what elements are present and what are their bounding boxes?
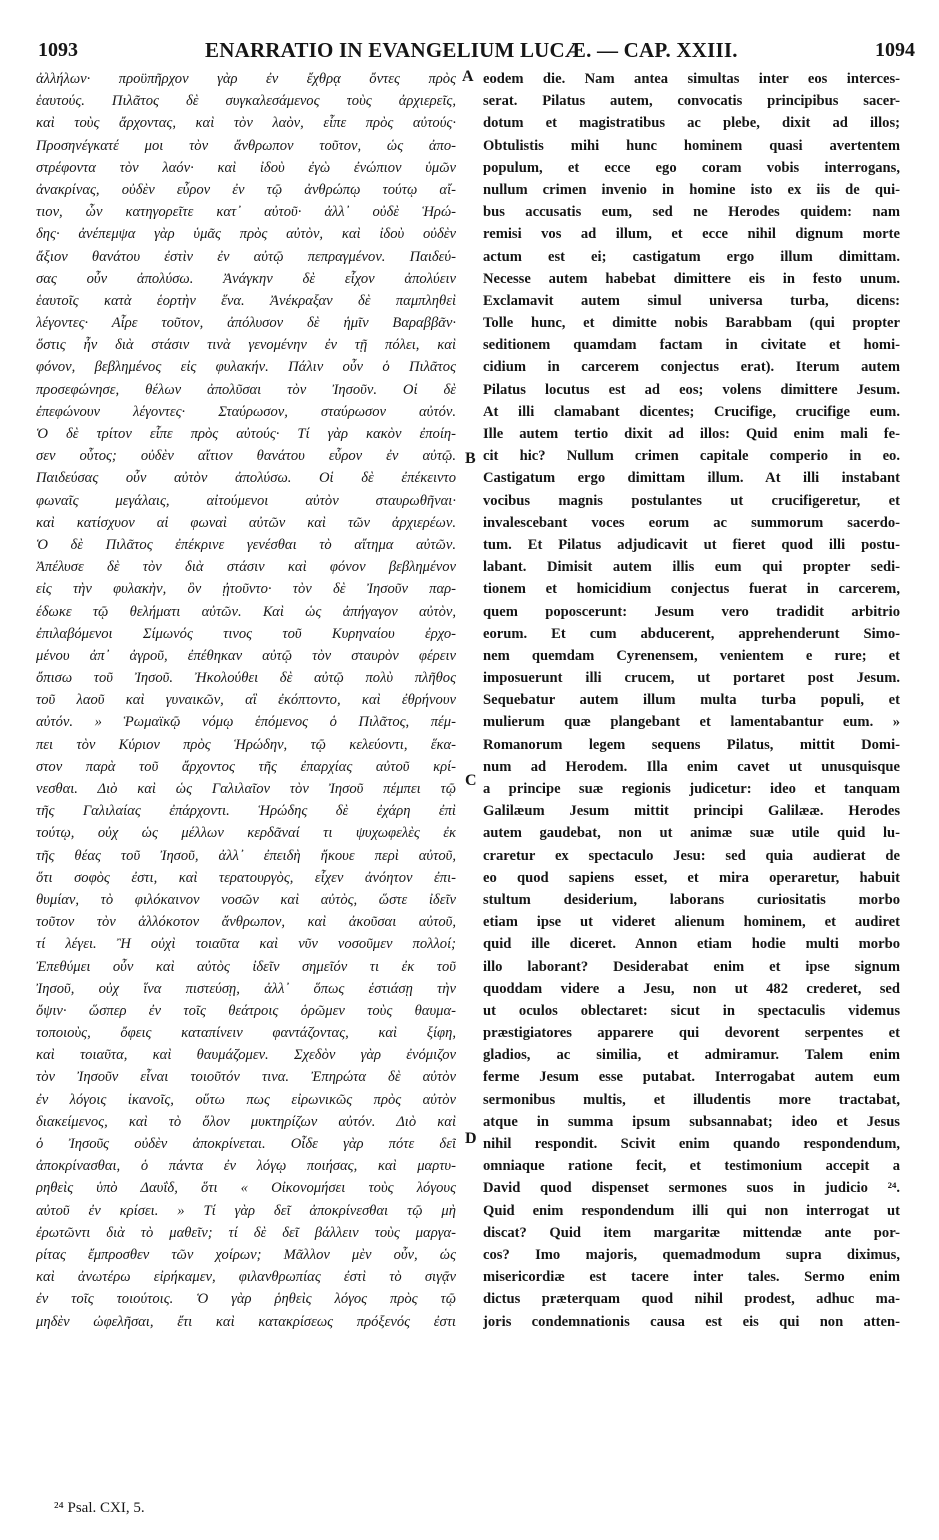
greek-text-line: μένου ἀπ᾽ ἀγροῦ, ἐπέθηκαν αὐτῷ τὸν σταυρὸν φέρειν [36, 647, 456, 664]
latin-text-line: ut oculos oblectaret: sicut in spectaculis videmus [483, 1002, 900, 1019]
latin-text-line: Pilatus locutus est ad eos; volens dimittere Jesum. [483, 381, 900, 398]
latin-text-line: Exclamavit autem simul universa turba, dicens: [483, 292, 900, 309]
section-marker-c: C [465, 772, 477, 789]
greek-text-line: έδωκε τῷ θελήματι αὐτῶν. Καὶ ὡς ἀπήγαγον αὐτὸν, [36, 603, 456, 620]
page-header [0, 34, 939, 66]
latin-text-line: autem gaudebat, non ut animæ suæ utile quid lu- [483, 825, 900, 842]
latin-text-line: cidium in carcerem conjectus erat). Iterum autem [483, 359, 900, 376]
greek-text-line: ἐπιλαβόμενοι Σίμωνός τινος τοῦ Κυρηναίου ἐρχο- [36, 625, 456, 642]
greek-text-line: καὶ τοὺς ἄρχοντας, καὶ τὸν λαὸν, εἶπε πρὸς αὐτούς· [36, 115, 456, 132]
latin-text-line: Galilæum Jesum mittit principi Galilææ. Herodes [483, 803, 900, 820]
latin-text-line: serat. Pilatus autem, convocatis principibus sacer- [483, 93, 900, 110]
latin-text-line: cos? Imo majoris, quemadmodum supra diximus, [483, 1246, 900, 1263]
latin-text-line: joris condemnationis causa est eis qui non atten- [483, 1313, 900, 1330]
greek-text-line: τούτῳ, οὐχ ὡς μέλλων κερδᾶναί τι ψυχωφελὲς ἐκ [36, 825, 456, 842]
latin-text-line: nem quemdam Cyrenensem, venientem e rure; et [483, 647, 900, 664]
latin-text-line: Necesse autem habebat dimittere eis in festo unum. [483, 270, 900, 287]
latin-text-line: etiam ipse ut videret alienum hominem, et audiret [483, 914, 900, 931]
latin-text-line: Castigatum ergo dimittam illum. At illi instabant [483, 470, 900, 487]
latin-text-line: dotum et magistratibus ac plebe, dixit ad illos; [483, 115, 900, 132]
latin-text-line: craretur ex spectaculo Jesu: sed quia audierat de [483, 847, 900, 864]
greek-text-line: ἐν τοῖς τοιούτοις. Ὁ γὰρ ῥηθεὶς λόγος πρὸς τῷ [36, 1291, 456, 1308]
latin-text-line: eorum. Et cum abducerent, apprehenderunt Simo- [483, 625, 900, 642]
latin-text-line: misericordiæ est tacere inter tales. Sermo enim [483, 1269, 900, 1286]
latin-text-line: Sequebatur autem illum multa turba populi, et [483, 692, 900, 709]
latin-text-line: tum. Et Pilatus adjudicavit ut fieret quod illi postu- [483, 536, 900, 553]
latin-text-line: nullum crimen invenio in homine isto ex iis de qui- [483, 181, 900, 198]
greek-text-line: προσεφώνησε, θέλων ἀπολῦσαι τὸν Ἰησοῦν. Οἱ δὲ [36, 381, 456, 398]
greek-text-line: στον παρὰ τοῦ ἄρχοντος τῆς ἐπαρχίας αὐτοῦ κρί- [36, 758, 456, 775]
latin-text-line: atque in summa ipsum subsannabat; ideo et Jesus [483, 1113, 900, 1130]
latin-text-line: Romanorum legem sequens Pilatus, mittit Domi- [483, 736, 900, 753]
latin-text-line: dictus præterquam quod nihil prodest, adhuc ma- [483, 1291, 900, 1308]
greek-text-line: Προσηνέγκατέ μοι τὸν ἄνθρωπον τοῦτον, ὡς ἀπο- [36, 137, 456, 154]
latin-text-line: tionem et homicidium conjectus fuerat in carcerem, [483, 581, 900, 598]
latin-text-line: quem poposcerunt: Jesum vero tradidit arbitrio [483, 603, 900, 620]
greek-text-line: φόνον, βεβλημένος εἰς φυλακήν. Πάλιν οὖν ὁ Πιλᾶτος [36, 359, 456, 376]
latin-text-line: invalescebant voces eorum ac summorum sacerdo- [483, 514, 900, 531]
section-marker-a: A [462, 68, 474, 85]
greek-text-line: εἰς τὴν φυλακὴν, ὃν ᾐτοῦντο· τὸν δὲ Ἰησοῦν παρ- [36, 581, 456, 598]
greek-text-line: λέγοντες· Αἶρε τοῦτον, ἀπόλυσον δὲ ἡμῖν Βαραββᾶν· [36, 315, 456, 332]
greek-text-line: καὶ κατίσχυον αἱ φωναὶ αὐτῶν καὶ τῶν ἀρχιερέων. [36, 514, 456, 531]
latin-text-line: cit hic? Nullum crimen capitale comperio in eo. [483, 448, 900, 465]
latin-text-line: Ille autem tertio dixit ad illos: Quid enim mali fe- [483, 426, 900, 442]
greek-text-line: ἐν λόγοις ἱκανοῖς, οὕτω πως εἰρωνικῶς πρὸς αὐτὸν [36, 1091, 456, 1108]
greek-text-line: τῆς Γαλιλαίας ἐπάρχοντι. Ἡρώδης δὲ ἐχάρη ἐπὶ [36, 803, 456, 820]
latin-text-line: præstigiatores apparere qui devorent serpentes et [483, 1025, 900, 1042]
greek-text-line: νεσθαι. Διὸ καὶ ὡς Γαλιλαῖον τὸν Ἰησοῦ πέμπει τῷ [36, 781, 456, 797]
latin-text-line: nihil respondit. Scivit enim quando respondendum, [483, 1136, 900, 1152]
greek-text-line: καὶ τοιαῦτα, καὶ θαυμάζομεν. Σχεδὸν γὰρ ἐνόμιζον [36, 1047, 456, 1064]
greek-text-line: τοῦτον τὸν ἀλλόκοτον ἄνθρωπον, καὶ ἀκοῦσαι αὐτοῦ, [36, 914, 456, 931]
latin-text-line: quoddam videre a Jesu, non ut 482 crederet, sed [483, 980, 900, 997]
greek-text-line: ἀνακρίνας, οὐδὲν εὗρον ἐν τῷ ἀνθρώπῳ τούτῳ αἴ- [36, 181, 456, 198]
greek-text-line: ἀλλήλων· προϋπῆρχον γὰρ ἐν ἔχθρᾳ ὄντες πρὸς [36, 71, 456, 87]
greek-text-column [36, 68, 456, 1333]
greek-text-line: ἀποκρίνασθαι, ὁ πάντα ἐν λόγῳ ποιήσας, καὶ μαρτυ- [36, 1158, 456, 1175]
greek-text-line: ἐπεφώνουν λέγοντες· Σταύρωσον, σταύρωσον αὐτόν. [36, 403, 456, 420]
greek-text-line: σεν οὗτος; οὐδὲν αἴτιον θανάτου εὗρον ἐν αὐτῷ. [36, 448, 456, 465]
latin-text-line: remisi vos ad illum, et ecce nihil dignum morte [483, 226, 900, 243]
greek-text-line: ὁ Ἰησοῦς οὐδὲν ἀποκρίνεται. Οἶδε γὰρ πότε δεῖ [36, 1136, 456, 1152]
greek-text-line: καὶ ἀνωτέρω εἰρήκαμεν, φιλανθρωπίας ἐστὶ τὸ σιγᾷν [36, 1269, 456, 1286]
greek-text-line: ρίτας ἔμπροσθεν τῶν χοίρων; Μᾶλλον μὲν οὖν, ὡς [36, 1246, 456, 1263]
footnote: ²⁴ Psal. CXI, 5. [54, 1500, 145, 1516]
greek-text-line: Ἀπέλυσε δὲ τὸν διὰ στάσιν καὶ φόνον βεβλημένον [36, 559, 456, 576]
greek-text-line: αὐτόν. » Ῥωμαϊκῷ νόμῳ ἑπόμενος ὁ Πιλᾶτος, πέμ- [36, 714, 456, 731]
greek-text-line: τί λέγει. Ἢ οὐχὶ τοιαῦτα καὶ νῦν νοσοῦμεν πολλοί; [36, 936, 456, 953]
latin-text-column [483, 68, 900, 1333]
greek-text-line: ὄψιν· ὥσπερ ἐν τοῖς θεάτροις ὁρῶμεν τοὺς θαυμα- [36, 1002, 456, 1019]
greek-text-line: στρέφοντα τὸν λαόν· καὶ ἰδοὺ ἐγὼ ἐνώπιον ὑμῶν [36, 159, 456, 176]
greek-text-line: θυμίαν, τὸ φιλόκαινον νοσῶν καὶ αὐτὸς, ὥστε ἰδεῖν [36, 891, 456, 908]
greek-text-line: ὄπισω τοῦ Ἰησοῦ. Ἠκολούθει δὲ αὐτῷ πολὺ πλῆθος [36, 670, 456, 687]
greek-text-line: Ἐπεθύμει οὖν καὶ αὐτὸς ἰδεῖν σημεῖόν τι ἐκ τοῦ [36, 958, 456, 975]
greek-text-line: ἐρωτῶντι διὰ τὸ μαθεῖν; τί δὲ δεῖ βάλλειν τοὺς μαργα- [36, 1224, 456, 1241]
latin-text-line: imposuerunt illi crucem, ut portaret post Jesum. [483, 670, 900, 687]
latin-text-line: Quid enim respondendum illi qui non interrogat ut [483, 1202, 900, 1219]
latin-text-line: seditionem quamdam factam in civitate et homi- [483, 337, 900, 354]
greek-text-line: φωναῖς μεγάλαις, αἰτούμενοι αὐτὸν σταυρωθῆναι· [36, 492, 456, 509]
latin-text-line: ferme Jesum esse putabat. Interrogabat autem eum [483, 1069, 900, 1086]
latin-text-line: sermonibus multis, et illudentis more tractabat, [483, 1091, 900, 1108]
greek-text-line: Ὁ δὲ τρίτον εἶπε πρὸς αὐτούς· Τί γὰρ κακὸν ἐποίη- [36, 426, 456, 442]
running-title: ENARRATIO IN EVANGELIUM LUCÆ. — CAP. XXIII. [205, 38, 738, 62]
greek-text-line: μηδὲν ὠφελῆσαι, ἔτι καὶ κατακρίσεως πρόξενός ἐστι [36, 1313, 456, 1330]
latin-text-line: At illi clamabant dicentes; Crucifige, crucifige eum. [483, 403, 900, 420]
page-number-right: 1094 [875, 39, 915, 61]
latin-text-line: David quod dispenset sermones suos in judicio ²⁴. [483, 1180, 900, 1197]
latin-text-line: labant. Dimisit autem illis eum qui propter sedi- [483, 559, 900, 576]
latin-text-line: eo quod sapiens esset, et mira operaretur, habuit [483, 869, 900, 886]
greek-text-line: τοῦ λαοῦ καὶ γυναικῶν, αἳ ἐκόπτοντο, καὶ ἐθρήνουν [36, 692, 456, 709]
greek-text-line: τιον, ὧν κατηγορεῖτε κατ᾽ αὐτοῦ· ἀλλ᾽ οὐδὲ Ἡρώ- [36, 204, 456, 221]
latin-text-line: mulierum quæ plangebant et lamentabantur eum. » [483, 714, 900, 731]
greek-text-line: σας οὖν ἀπολύσω. Ἀνάγκην δὲ εἶχον ἀπολύειν [36, 270, 456, 287]
greek-text-line: ἑαυτούς. Πιλᾶτος δὲ συγκαλεσάμενος τοὺς ἀρχιερεῖς, [36, 93, 456, 110]
greek-text-line: τὸν Ἰησοῦν εἶναι τοιοῦτόν τινα. Ἐπηρώτα δὲ αὐτὸν [36, 1069, 456, 1086]
greek-text-line: ὅστις ἦν διὰ στάσιν τινὰ γενομένην ἐν τῇ πόλει, καὶ [36, 337, 456, 354]
latin-text-line: Obtulistis mihi hunc hominem quasi avertentem [483, 137, 900, 154]
greek-text-line: Ἰησοῦ, οὐχ ἵνα πιστεύσῃ, ἀλλ᾽ ὅπως ἑστιάσῃ τὴν [36, 980, 456, 997]
latin-text-line: vocibus magnis postulantes ut crucifigeretur, et [483, 492, 900, 509]
page-number-left: 1093 [38, 39, 78, 61]
latin-text-line: illo laborant? Desiderabat enim et ipse signum [483, 958, 900, 975]
greek-text-line: πει τὸν Κύριον πρὸς Ἡρώδην, τῷ κελεύοντι, ἕκα- [36, 736, 456, 753]
latin-text-line: eodem die. Nam antea simultas inter eos interces- [483, 71, 900, 87]
latin-text-line: omniaque ratione fecit, et testimonium accepit a [483, 1158, 900, 1175]
latin-text-line: stultum desiderium, laborans curiositatis morbo [483, 891, 900, 908]
latin-text-line: gladios, ac similia, et admiramur. Talem enim [483, 1047, 900, 1064]
greek-text-line: Παιδεύσας οὖν αὐτὸν ἀπολύσω. Οἱ δὲ ἐπέκειντο [36, 470, 456, 487]
section-marker-b: B [465, 450, 476, 467]
greek-text-line: τῆς θέας τοῦ Ἰησοῦ, ἀλλ᾽ ἐπειδὴ ἤκουε περὶ αὐτοῦ, [36, 847, 456, 864]
greek-text-line: ἑαυτοῖς κατὰ ἑορτὴν ἕνα. Ἀνέκραξαν δὲ παμπληθεὶ [36, 292, 456, 309]
greek-text-line: διακείμενος, καὶ τὸ ὅλον μυκτηρίζων αὐτόν. Διὸ καὶ [36, 1113, 456, 1130]
latin-text-line: actum est ei; castigatum ergo illum dimittam. [483, 248, 900, 265]
greek-text-line: τοποιοὺς, ὄφεις καταπίνειν φαντάζοντας, καὶ ξίφη, [36, 1025, 456, 1042]
greek-text-line: ἄξιον θανάτου ἐστὶν ἐν αὐτῷ πεπραγμένον. Παιδεύ- [36, 248, 456, 265]
greek-text-line: ὅτι σοφὸς ἐστι, καὶ τερατουργὸς, εἶχεν ἀνόητον ἐπι- [36, 869, 456, 886]
latin-text-line: quid ille diceret. Annon etiam hodie multi morbo [483, 936, 900, 953]
latin-text-line: a principe suæ regionis judicetur: ideo et tanquam [483, 781, 900, 797]
greek-text-line: δης· ἀνέπεμψα γὰρ ὑμᾶς πρὸς αὐτὸν, καὶ ἰδοὺ οὐδὲν [36, 226, 456, 243]
latin-text-line: discat? Quid item margaritæ mittendæ ante por- [483, 1224, 900, 1241]
greek-text-line: Ὁ δὲ Πιλᾶτος ἐπέκρινε γενέσθαι τὸ αἴτημα αὐτῶν. [36, 536, 456, 553]
latin-text-line: populum, et ecce ego coram vobis interrogans, [483, 159, 900, 176]
greek-text-line: αὐτοῦ ἐν κρίσει. » Τί γὰρ δεῖ ἀποκρίνεσθαι τῷ μὴ [36, 1202, 456, 1219]
latin-text-line: num ad Herodem. Illa enim cavet ut unusquisque [483, 758, 900, 775]
section-marker-d: D [465, 1130, 477, 1147]
greek-text-line: ρηθεὶς ὑπὸ Δαυΐδ, ὅτι « Οἰκονομήσει τοὺς λόγους [36, 1180, 456, 1197]
latin-text-line: Tolle hunc, et dimitte nobis Barabbam (qui propter [483, 315, 900, 332]
latin-text-line: bus accusatis eum, sed ne Herodes quidem: nam [483, 204, 900, 221]
